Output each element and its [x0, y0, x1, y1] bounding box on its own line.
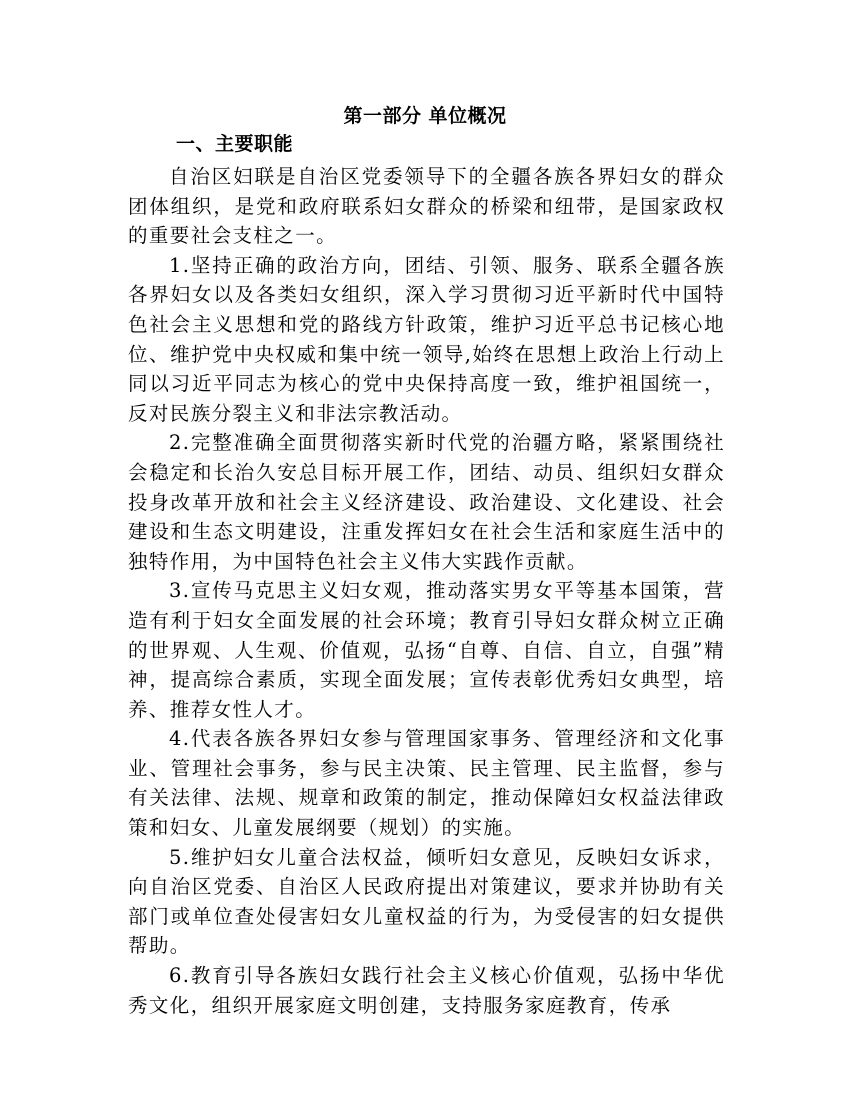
function-item-1: 1.坚持正确的政治方向，团结、引领、服务、联系全疆各族各界妇女以及各类妇女组织，深入学习贯彻习近平新时代中国特色社会主义思想和党的路线方针政策，维护习近平总书记核心地位、维护党中央权威和集中统一领导,始终在思想上政治上行动上同以习近平同志为核心的党中央保持高度一致，维护祖国统一，反对民族分裂主义和非法宗教活动。	[128, 253, 725, 425]
function-item-2: 2.完整准确全面贯彻落实新时代党的治疆方略，紧紧围绕社会稳定和长治久安总目标开展工作，团结、动员、组织妇女群众投身改革开放和社会主义经济建设、政治建设、文化建设、社会建设和生态文明建设，注重发挥妇女在社会生活和家庭生活中的独特作用，为中国特色社会主义伟大实践作贡献。	[128, 431, 725, 573]
function-item-5: 5.维护妇女儿童合法权益，倾听妇女意见，反映妇女诉求，向自治区党委、自治区人民政府提出对策建议，要求并协助有关部门或单位查处侵害妇女儿童权益的行为，为受侵害的妇女提供帮助。	[128, 845, 725, 958]
function-item-3: 3.宣传马克思主义妇女观，推动落实男女平等基本国策，营造有利于妇女全面发展的社会环境；教育引导妇女群众树立正确的世界观、人生观、价值观，弘扬“自尊、自信、自立，自强”精神，提高综合素质，实现全面发展；宣传表彰优秀妇女典型，培养、推荐女性人才。	[128, 579, 725, 721]
function-item-6: 6.教育引导各族妇女践行社会主义核心价值观，弘扬中华优秀文化，组织开展家庭文明创建，支持服务家庭教育，传承	[128, 964, 725, 1017]
document-body	[128, 162, 725, 1020]
intro-paragraph: 自治区妇联是自治区党委领导下的全疆各族各界妇女的群众团体组织，是党和政府联系妇女群众的桥梁和纽带，是国家政权的重要社会支柱之一。	[128, 165, 725, 248]
function-item-4: 4.代表各族各界妇女参与管理国家事务、管理经济和文化事业、管理社会事务，参与民主决策、民主管理、民主监督，参与有关法律、法规、规章和政策的制定，推动保障妇女权益法律政策和妇女、儿童发展纲要（规划）的实施。	[128, 727, 725, 840]
section-heading: 一、主要职能	[176, 133, 294, 155]
page-title: 第一部分 单位概况	[343, 105, 507, 127]
